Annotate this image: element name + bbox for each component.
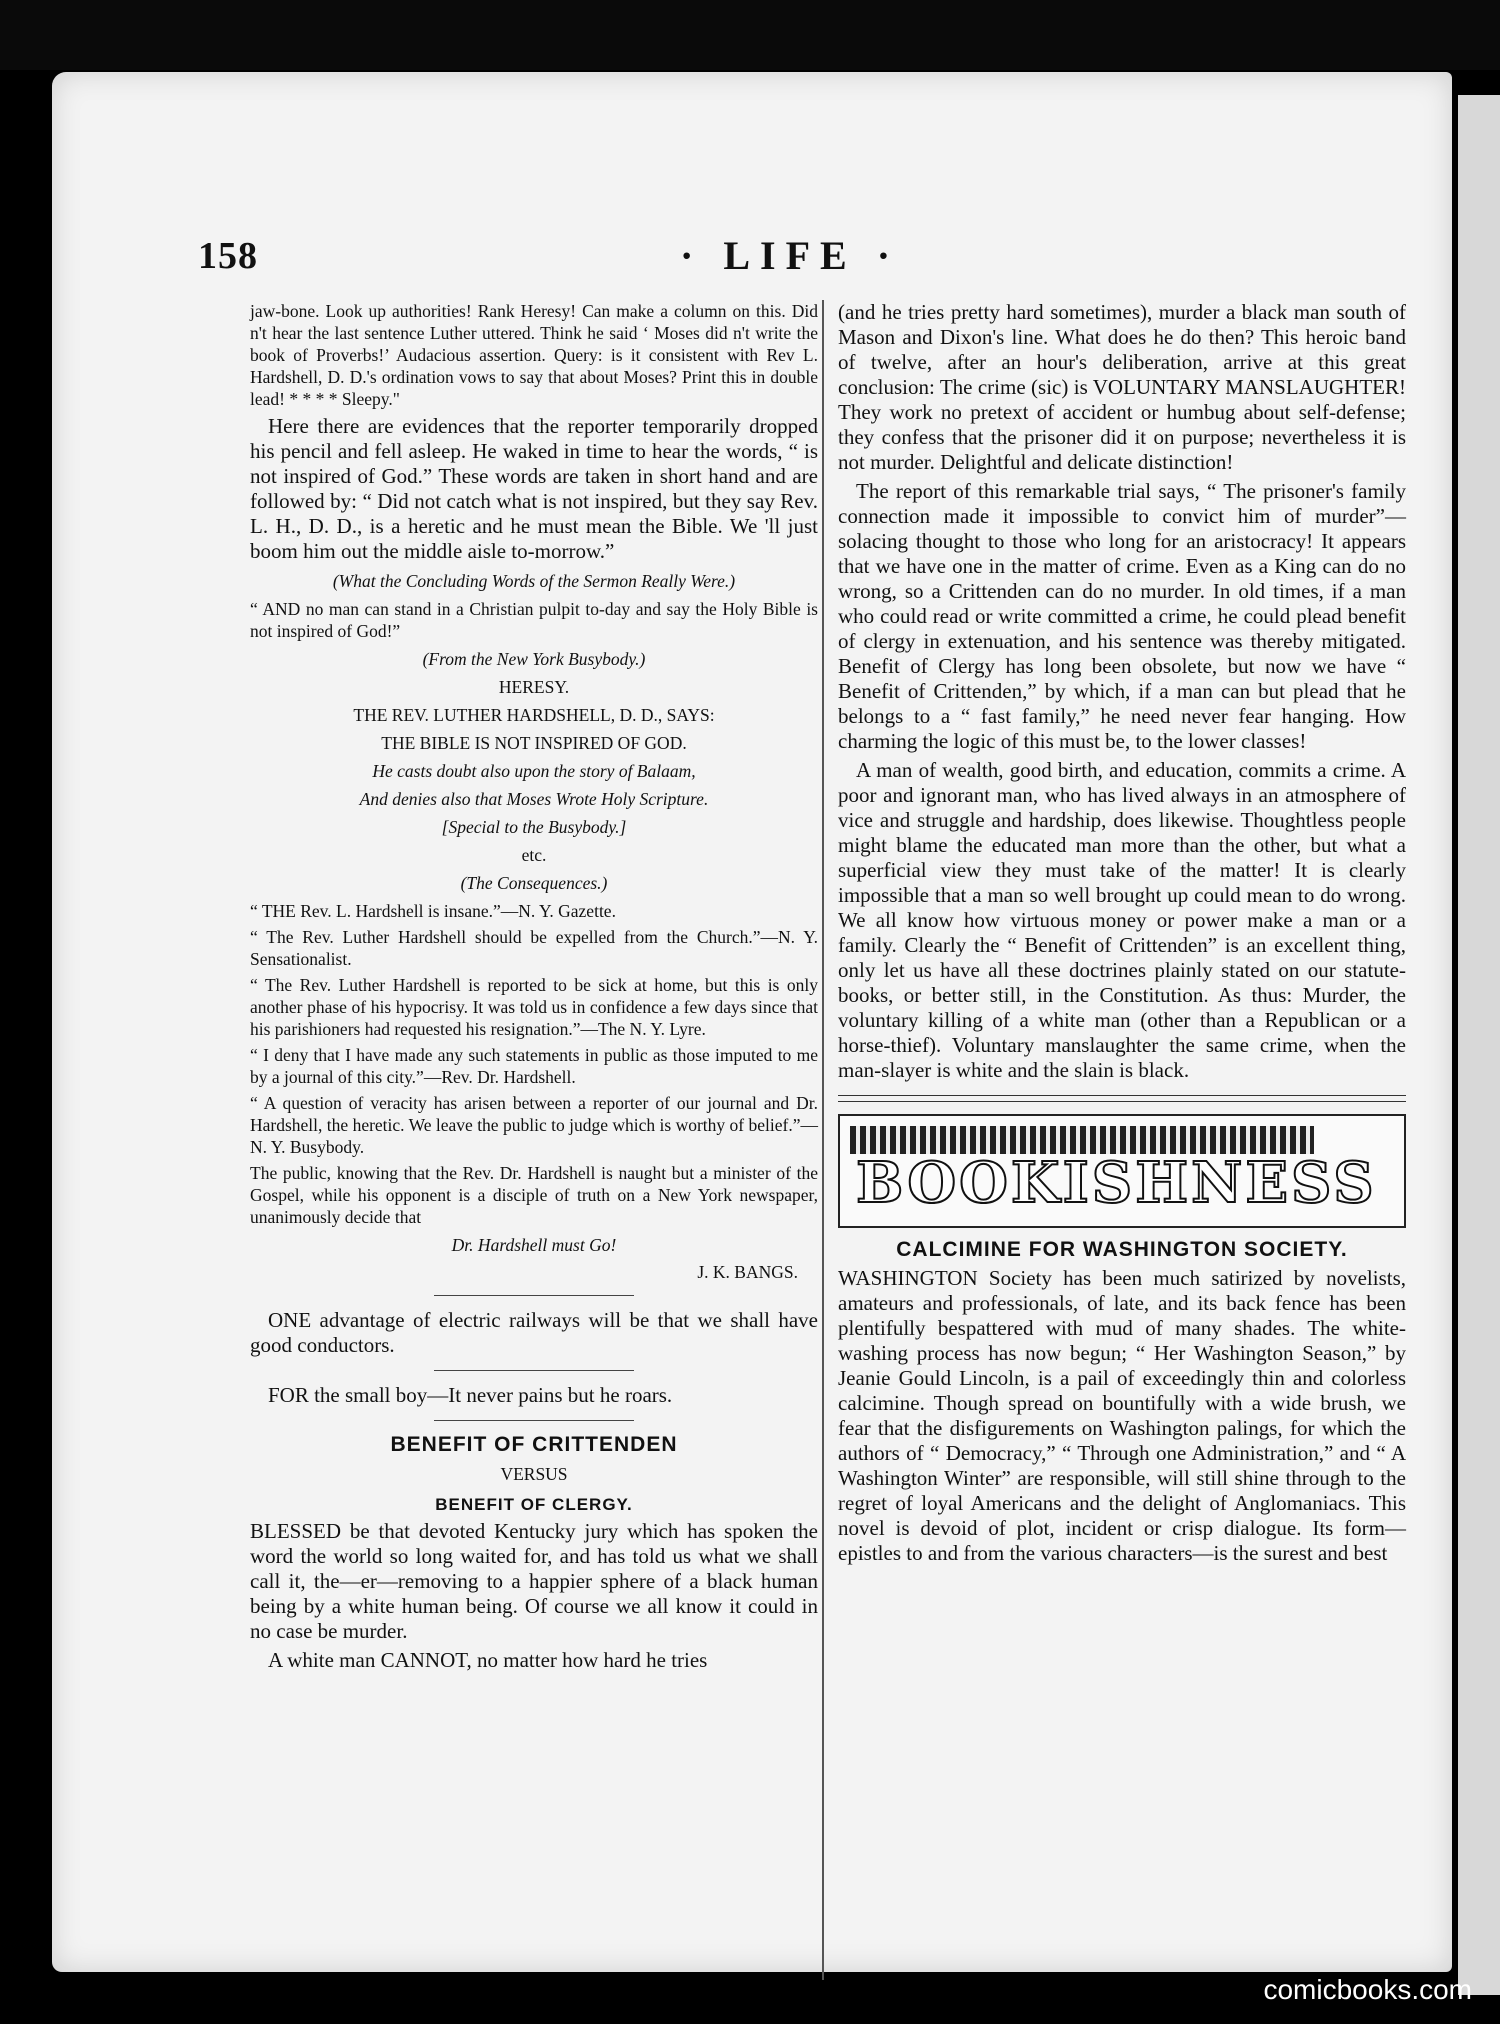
article-paragraph: A white man CANNOT, no matter how hard he tries: [268, 1648, 708, 1672]
consequence-quote: “ The Rev. Luther Hardshell should be expelled from the Church.”—N. Y. Sensationalist.: [250, 927, 818, 969]
article-subtitle: VERSUS: [500, 1464, 568, 1484]
heresy-heading: HERESY.: [498, 677, 570, 697]
conclusion: Dr. Hardshell must Go!: [451, 1235, 617, 1255]
headline-line: He casts doubt also upon the story of Balaam,: [372, 761, 696, 781]
consequence-quote: “ I deny that I have made any such statements in public as those imputed to me by a journal of this city.”—Rev. Dr. Hardshell.: [250, 1045, 818, 1087]
paragraph: Here there are evidences that the reporter temporarily dropped his pencil and fell asleep. He waked in time to hear the words, “ is not inspired of God.” These words are taken in short hand and are followed by: “ Did not catch what is not inspired, but they say Rev. L. H., D. D., is a heretic and he must mean the Bible. We 'll just boom him out the middle aisle to-morrow.”: [250, 414, 818, 563]
sermon-quote: “ AND no man can stand in a Christian pulpit to-day and say the Holy Bible is not inspired of God!”: [250, 599, 818, 641]
scan-border: [0, 0, 1500, 70]
reporter-notes: jaw-bone. Look up authorities! Rank Heresy! Can make a column on this. Did n't hear the last sentence Luther uttered. Think he said ‘ Moses did n't write the book of Proverbs!’ Audacious assertion. Query: is it consistent with Rev L. Hardshell, D. D.'s ordination vows to say that about Moses? Print this in double lead! * * * * Sleepy.": [250, 301, 818, 409]
caption: (From the New York Busybody.): [422, 649, 646, 669]
joke: ONE advantage of electric railways will be that we shall have good conductors.: [250, 1308, 818, 1357]
headline-line: [Special to the Busybody.]: [441, 817, 627, 837]
headline-line: THE BIBLE IS NOT INSPIRED OF GOD.: [381, 733, 687, 753]
consequence-quote: The public, knowing that the Rev. Dr. Hardshell is naught but a minister of the Gospel, while his opponent is a disciple of truth on a New York newspaper, unanimously decide that: [250, 1163, 818, 1227]
watermark: comicbooks.com: [1263, 1974, 1472, 2005]
banner-title: BOOKISHNESS: [856, 1150, 1377, 1216]
headline-line: etc.: [521, 845, 547, 865]
caption: (What the Concluding Words of the Sermon Really Were.): [332, 571, 736, 591]
headline-line: And denies also that Moses Wrote Holy Scripture.: [359, 789, 709, 809]
article-subtitle: BENEFIT OF CLERGY.: [435, 1495, 633, 1514]
article-paragraph: (and he tries pretty hard sometimes), murder a black man south of Mason and Dixon's line. What does he do then? This heroic band of twelve, after an hour's deliberation, arrive at this great conclusion: The crime (sic) is VOLUNTARY MANSLAUGHTER! They work no pretext of accident or humbug about self-defense; they confess that the prisoner did it on purpose; nevertheless it is not murder. Delightful and delicate distinction!: [838, 300, 1406, 474]
consequence-quote: “ THE Rev. L. Hardshell is insane.”—N. Y. Gazette.: [250, 901, 616, 921]
bookishness-banner: [838, 1114, 1406, 1228]
caption: (The Consequences.): [460, 873, 608, 893]
author-signature: J. K. BANGS.: [697, 1262, 798, 1282]
headline-line: THE REV. LUTHER HARDSHELL, D. D., SAYS:: [353, 705, 715, 725]
left-column: [250, 300, 818, 1677]
article-paragraph: BLESSED be that devoted Kentucky jury which has spoken the word the world so long waited for, and has told us what we shall call it, the—er—removing to a happier sphere of a black human being by a white human being. Of course we all know it could in no case be murder.: [250, 1519, 818, 1643]
consequence-quote: “ The Rev. Luther Hardshell is reported to be sick at home, but this is only another phase of his hypocrisy. It was told us in confidence a few days since that his parishioners had requested his resignation.”—The N. Y. Lyre.: [250, 975, 818, 1039]
section-rule: [434, 1420, 634, 1421]
column-divider: [822, 300, 824, 1980]
article-paragraph: A man of wealth, good birth, and education, commits a crime. A poor and ignorant man, who has lived always in an atmosphere of vice and struggle and hardship, does likewise. Thoughtless people might blame the educated man more than the other, but what a superficial view they must take of the matter! It is clearly impossible that a man so well brought up could mean to do wrong. We all know how virtuous money or power make a man or a family. Clearly the “ Benefit of Crittenden” is an excellent thing, only let us have all these doctrines plainly stated on our statute-books, or better still, in the Constitution. As thus: Murder, the voluntary killing of a white man (other than a Republican or a horse-thief). Voluntary manslaughter the same crime, when the man-slayer is white and the slain is black.: [838, 758, 1406, 1082]
review-title: CALCIMINE FOR WASHINGTON SOCIETY.: [896, 1238, 1348, 1261]
section-rule: [434, 1370, 634, 1371]
consequence-quote: “ A question of veracity has arisen between a reporter of our journal and Dr. Hardshell, the heretic. We leave the public to judge which is worthy of belief.”—N. Y. Busybody.: [250, 1093, 818, 1157]
right-column: [838, 300, 1406, 1570]
adjacent-page-edge: [1458, 95, 1500, 1995]
page-number: 158: [198, 235, 258, 277]
section-rule: [838, 1095, 1406, 1102]
review-paragraph: WASHINGTON Society has been much satirized by novelists, amateurs and professionals, of late, and its back fence has been plentifully bespattered with mud of many shades. The white-washing process has now begun; “ Her Washington Season,” by Jeanie Gould Lincoln, is a pail of exceedingly thin and colorless calcimine. Though spread on bountifully with a wide brush, we fear that the disfigurements on Washington palings, for which the authors of “ Democracy,” “ Through one Administration,” and “ A Washington Winter” are responsible, will still shine through to the regret of loyal Americans and the delight of Anglomaniacs. This novel is devoid of plot, incident or crisp dialogue. Its form—epistles to and from the various characters—is the surest and best: [838, 1266, 1406, 1565]
article-paragraph: The report of this remarkable trial says, “ The prisoner's family connection made it impossible to convict him of murder”—solacing thought to those who long for an aristocracy! It appears that we have one in the matter of crime. Even as a King can do no wrong, so a Crittenden can do no murder. In old times, if a man who could read or write committed a crime, he could plead benefit of clergy in extenuation, and his sentence was thereby mitigated. Benefit of Clergy has long been obsolete, but now we have “ Benefit of Crittenden,” by which, if a man can but plead that he belongs to a “ fast family,” he need never fear hanging. How charming the logic of this must be, to the lower classes!: [838, 479, 1406, 753]
masthead-title: · LIFE ·: [680, 233, 901, 278]
joke: FOR the small boy—It never pains but he roars.: [268, 1383, 673, 1407]
article-title: BENEFIT OF CRITTENDEN: [390, 1433, 678, 1456]
section-rule: [434, 1295, 634, 1296]
